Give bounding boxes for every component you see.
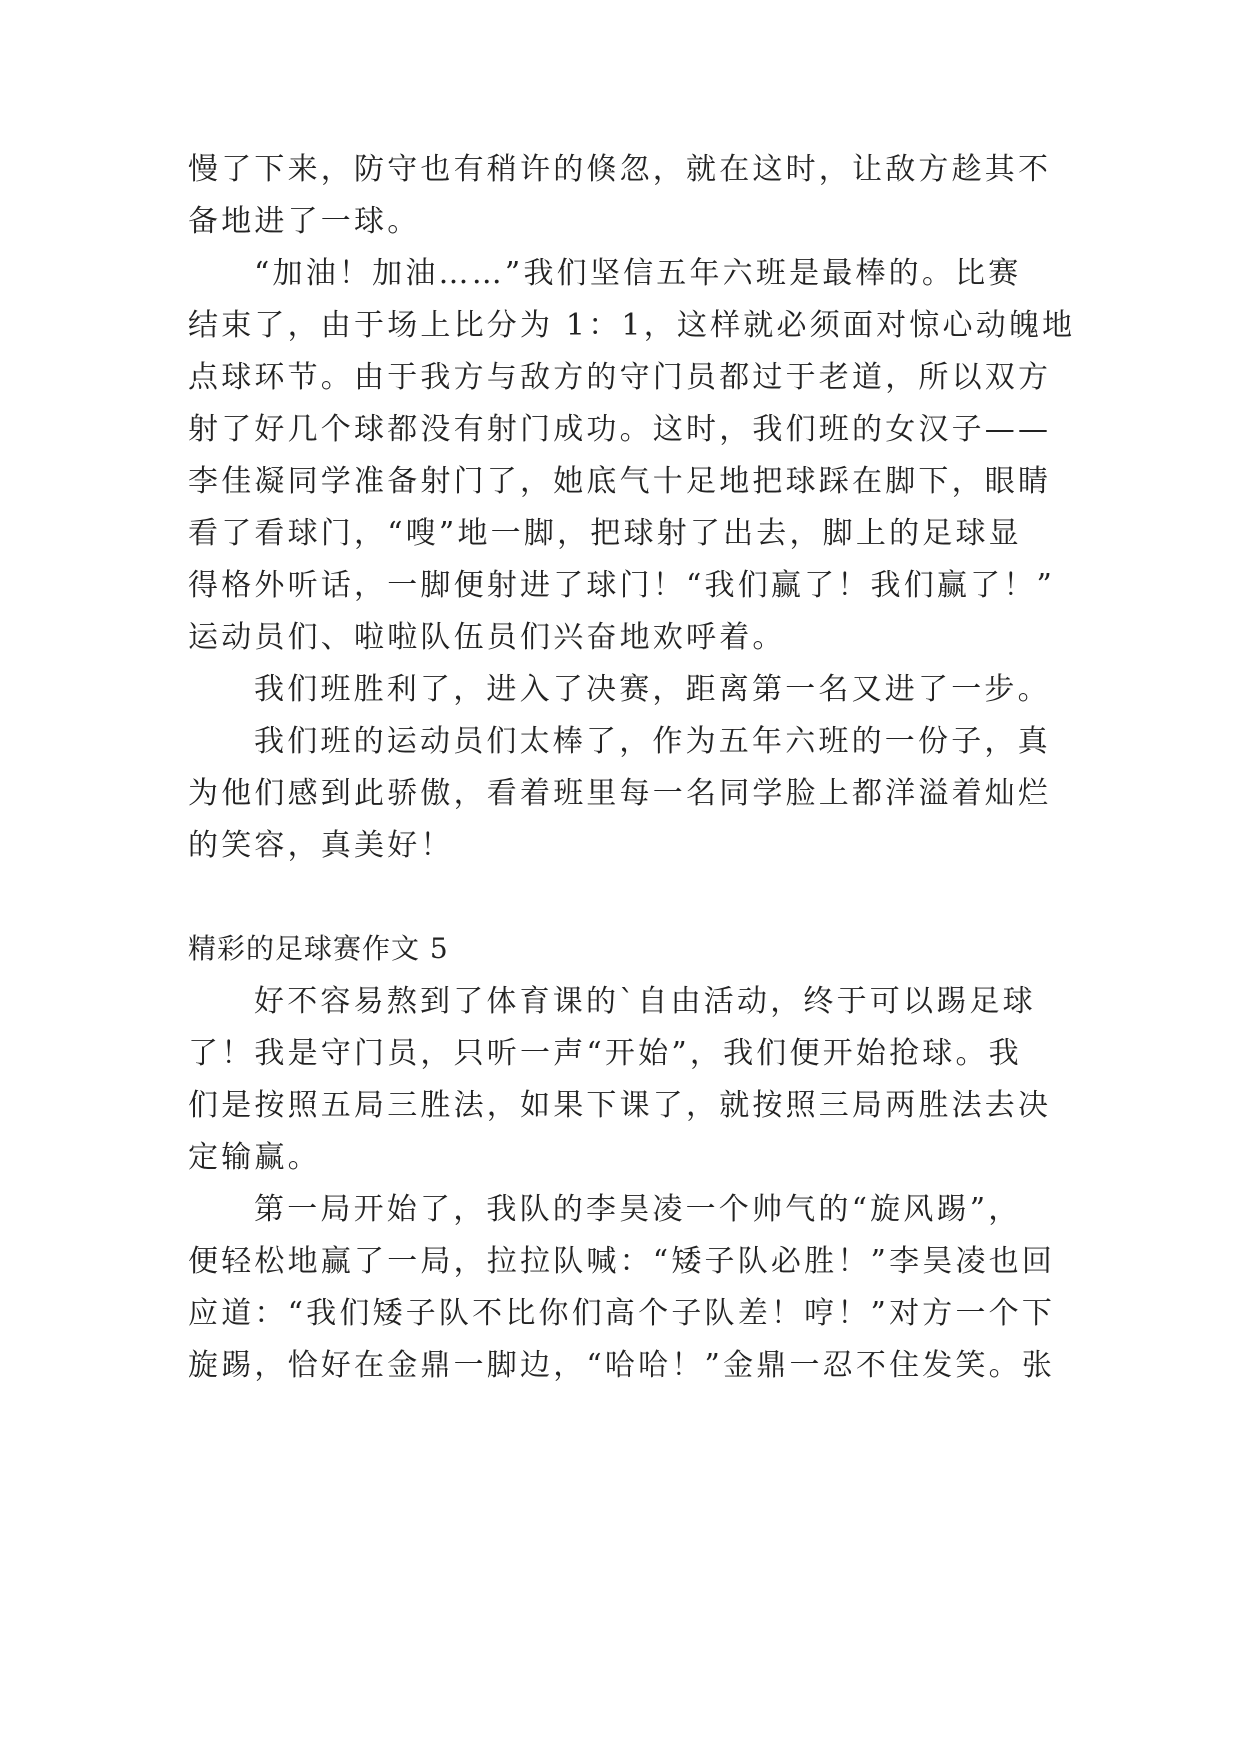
text-line: 应道：“我们矮子队不比你们高个子队差！哼！”对方一个下 [188, 1296, 1056, 1331]
text-line: 李佳凝同学准备射门了，她底气十足地把球踩在脚下，眼睛 [188, 464, 1052, 499]
text-line: 的笑容，真美好！ [188, 828, 454, 863]
text-line: 备地进了一球。 [188, 204, 421, 239]
text-line: “加油！加油……”我们坚信五年六班是最棒的。比赛 [254, 256, 1022, 291]
text-line: 运动员们、啦啦队伍员们兴奋地欢呼着。 [188, 620, 786, 655]
text-line: 得格外听话，一脚便射进了球门！“我们赢了！我们赢了！” [188, 568, 1056, 603]
text-line: 们是按照五局三胜法，如果下课了，就按照三局两胜法去决 [188, 1088, 1052, 1123]
text-line: 点球环节。由于我方与敌方的守门员都过于老道，所以双方 [188, 360, 1052, 395]
text-line: 好不容易熬到了体育课的`自由活动，终于可以踢足球 [254, 984, 1036, 1019]
text-line: 慢了下来，防守也有稍许的倏忽，就在这时，让敌方趁其不 [188, 152, 1052, 187]
text-line: 为他们感到此骄傲，看着班里每一名同学脸上都洋溢着灿烂 [188, 776, 1052, 811]
text-line: 便轻松地赢了一局，拉拉队喊：“矮子队必胜！”李昊凌也回 [188, 1244, 1056, 1279]
text-line: 我们班胜利了，进入了决赛，距离第一名又进了一步。 [254, 672, 1051, 707]
text-line: 定输赢。 [188, 1140, 321, 1175]
text-line: 结束了，由于场上比分为 1：1，这样就必须面对惊心动魄地 [188, 308, 1076, 343]
text-line: 了！我是守门员，只听一声“开始”，我们便开始抢球。我 [188, 1036, 1022, 1071]
text-line: 我们班的运动员们太棒了，作为五年六班的一份子，真 [254, 724, 1051, 759]
text-line: 第一局开始了，我队的李昊凌一个帅气的“旋风踢”， [254, 1192, 1022, 1227]
text-line: 射了好几个球都没有射门成功。这时，我们班的女汉子—— [188, 412, 1052, 447]
text-line: 旋踢，恰好在金鼎一脚边，“哈哈！”金鼎一忍不住发笑。张 [188, 1348, 1056, 1383]
essay-title: 精彩的足球赛作文 5 [188, 932, 449, 965]
text-line: 看了看球门，“嗖”地一脚，把球射了出去，脚上的足球显 [188, 516, 1022, 551]
